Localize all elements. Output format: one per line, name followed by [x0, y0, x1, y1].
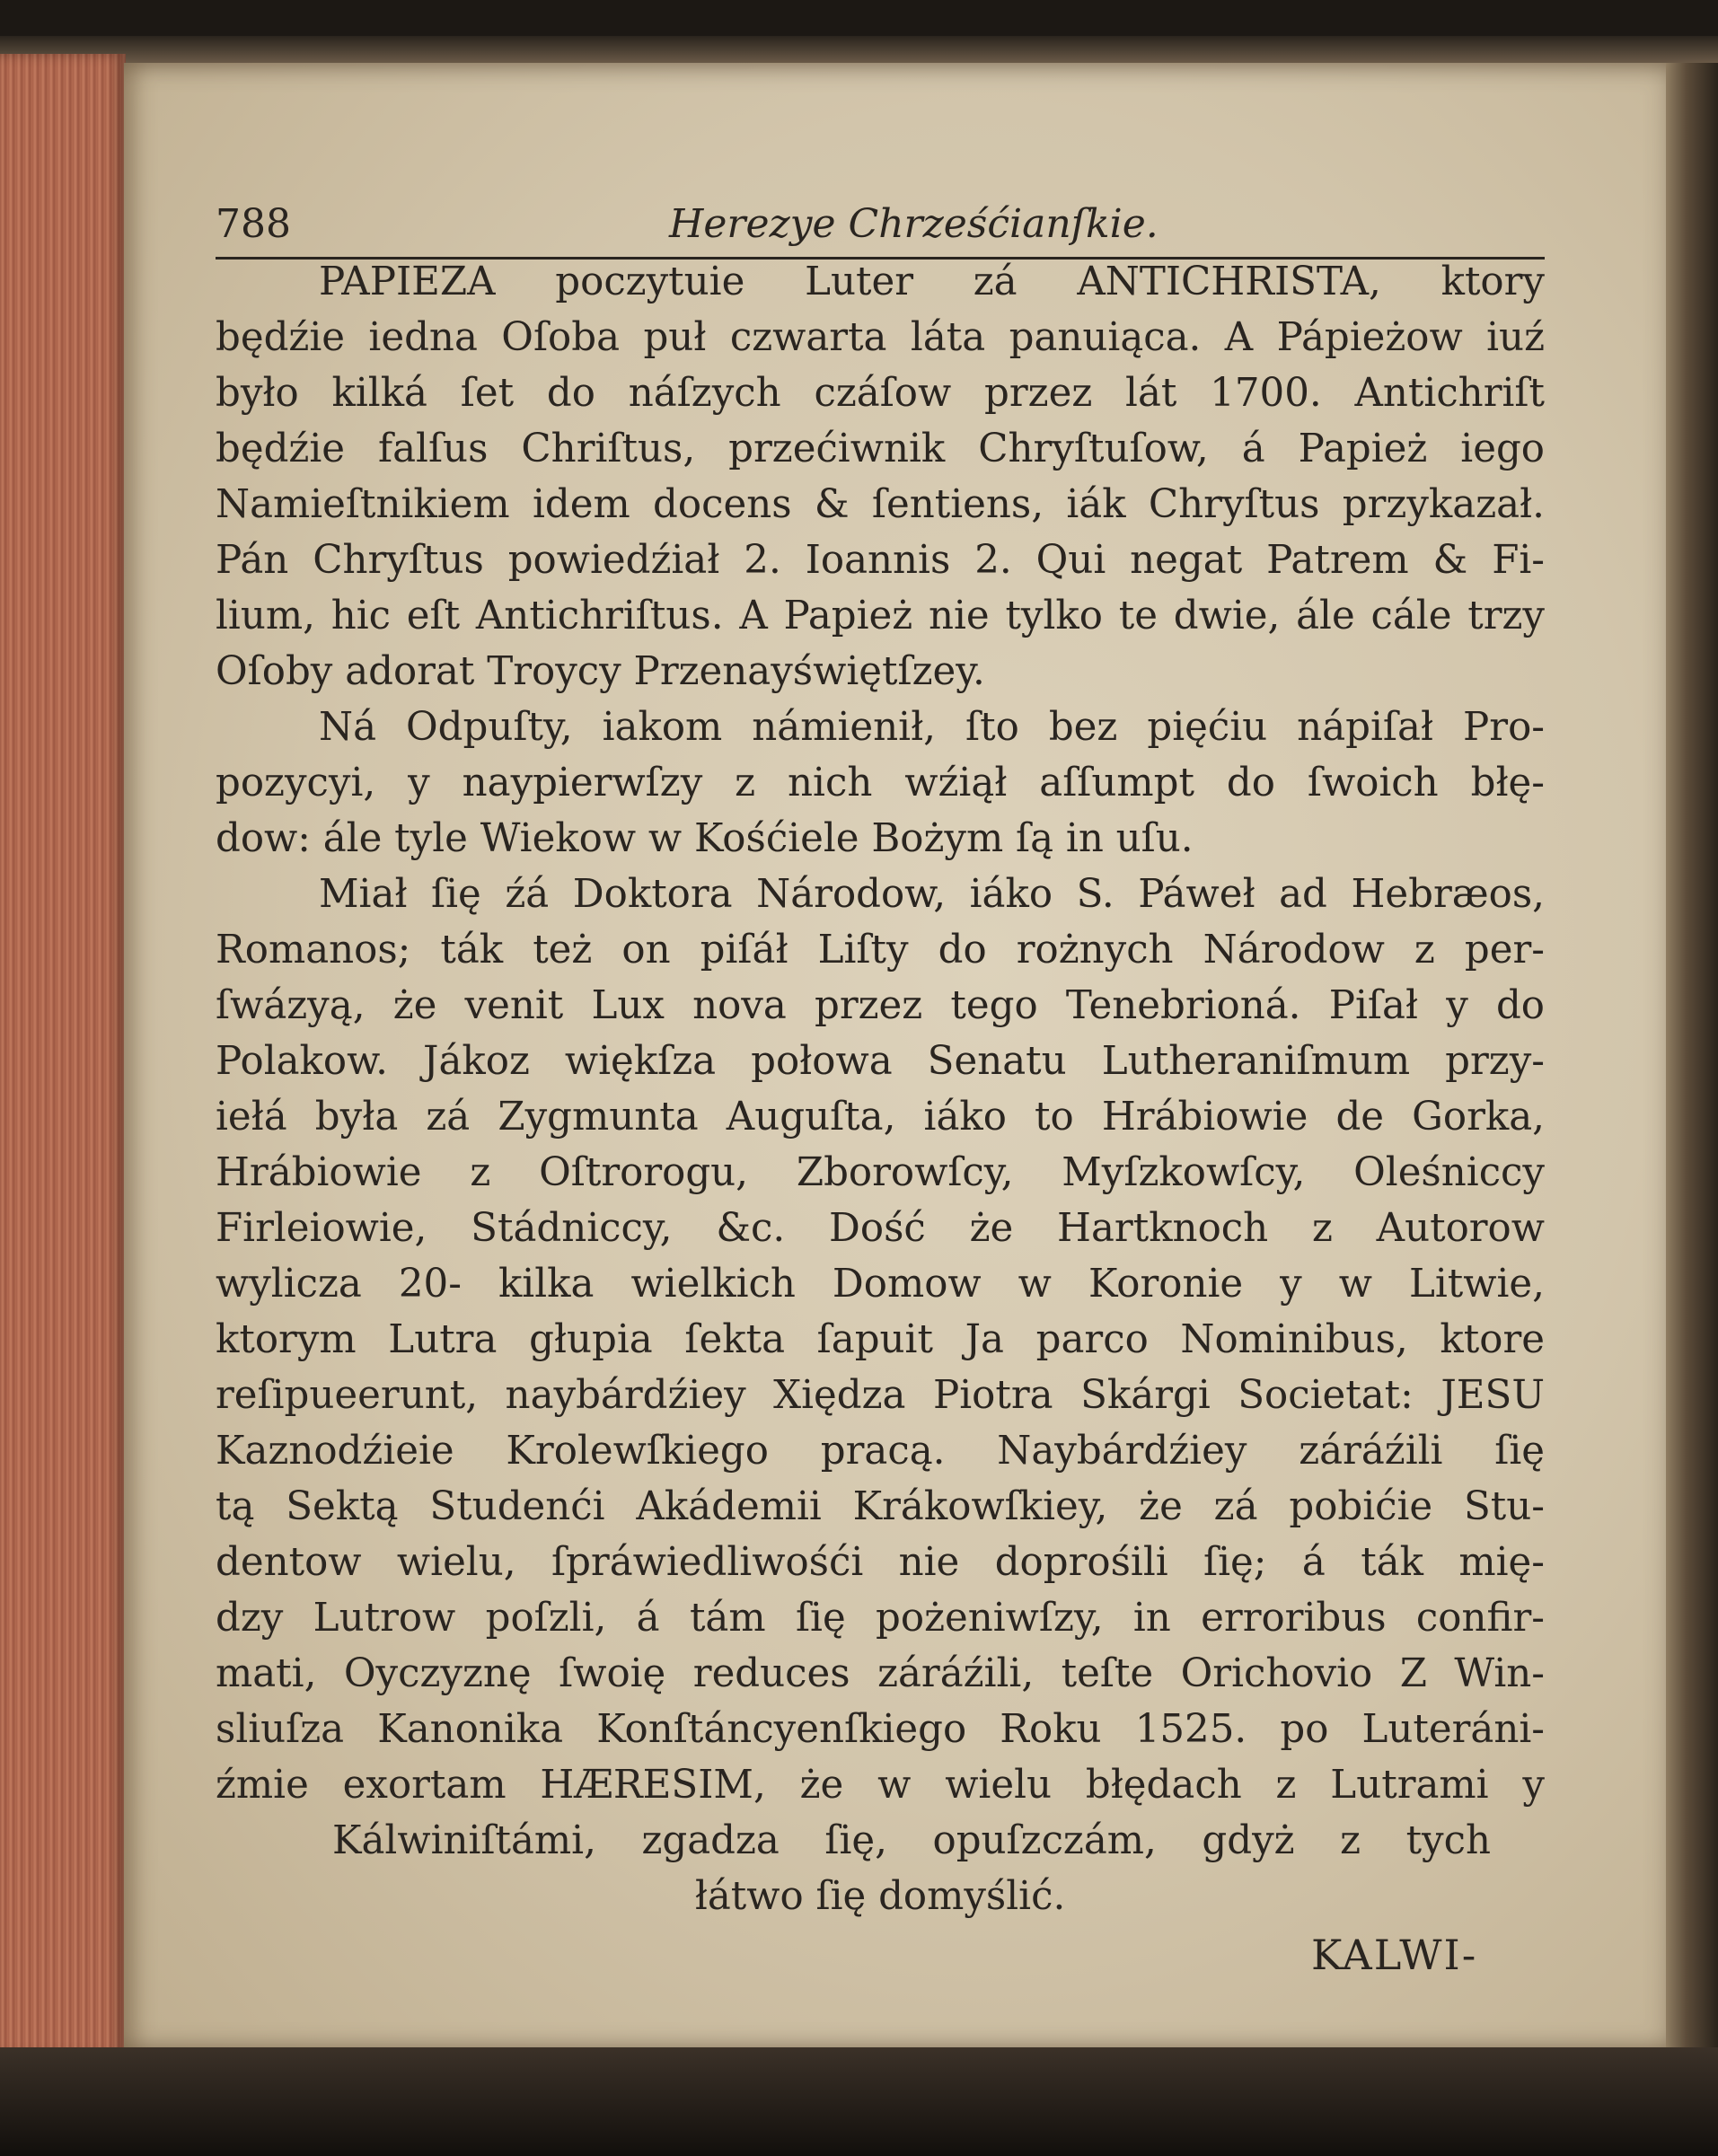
running-header — [216, 198, 1545, 260]
text-line: Oſoby adorat Troycy Przenayświętſzey. — [216, 649, 985, 694]
text-line: dow: ále tyle Wiekow w Kośćiele Bożym ſą in uſu. — [216, 816, 1194, 861]
text-line: Miał ſię źá Doktora Národow, iáko S. Páweł ad Hebræos, — [319, 872, 1545, 917]
text-line: lium, hic eſt Antichriſtus. A Papież nie tylko te dwie, ále cále trzy — [216, 594, 1545, 638]
running-title: Herezye Chrześćianſkie. — [669, 201, 1159, 247]
text-line: Hrábiowie z Oſtrorogu, Zborowſcy, Myſzkowſcy, Oleśniccy — [216, 1150, 1545, 1195]
text-line: Kaznodźieie Krolewſkiego pracą. Naybárdźiey záráźili ſię — [216, 1429, 1545, 1474]
text-line: pozycyi, y naypierwſzy z nich wźiął aſſumpt do ſwoich błę- — [216, 761, 1545, 805]
text-line: wylicza 20- kilka wielkich Domow w Koronie y w Litwie, — [216, 1262, 1545, 1307]
page-number: 788 — [216, 201, 291, 247]
text-line: tą Sektą Studenći Akádemii Krákowſkiey, że zá pobićie Stu- — [216, 1484, 1545, 1529]
text-line: dentow wielu, ſpráwiedliwośći nie doprośili ſię; á ták mię- — [216, 1540, 1545, 1585]
page-edges — [0, 54, 126, 2056]
catchword: KALWI- — [1311, 1931, 1478, 1979]
text-line: będźie iedna Oſoba puł czwarta láta panuiąca. A Pápieżow iuź — [216, 315, 1545, 360]
text-line: iełá była zá Zygmunta Auguſta, iáko to Hrábiowie de Gorka, — [216, 1095, 1545, 1140]
text-line: łátwo ſię domyślić. — [694, 1874, 1066, 1919]
text-line: Kálwiniſtámi, zgadza ſię, opuſzczám, gdyż z tych — [332, 1818, 1491, 1863]
page-text — [216, 198, 1545, 1924]
text-line: Firleiowie, Stádniccy, &c. Dość że Hartknoch z Autorow — [216, 1206, 1545, 1251]
text-line: Ná Odpuſty, iakom námienił, ſto bez pięćiu nápiſał Pro- — [319, 705, 1545, 750]
text-line: Pán Chryſtus powiedźiał 2. Ioannis 2. Qui negat Patrem & Fi- — [216, 538, 1545, 583]
text-line: ſwázyą, że venit Lux nova przez tego Tenebrioná. Piſał y do — [216, 983, 1545, 1028]
text-line: Namieſtnikiem idem docens & ſentiens, iák Chryſtus przykazał. — [216, 482, 1545, 527]
text-line: PAPIEZA poczytuie Luter zá ANTICHRISTA, ktory — [319, 260, 1545, 304]
text-line: mati, Oyczyznę ſwoię reduces záráźili, teſte Orichovio Z Win- — [216, 1651, 1545, 1696]
text-line: dzy Lutrow poſzli, á tám ſię pożeniwſzy, in erroribus confir- — [216, 1596, 1545, 1641]
text-line: reſipueerunt, naybárdźiey Xiędza Piotra Skárgi Societat: JESU — [216, 1373, 1545, 1418]
text-line: ktorym Lutra głupia ſekta ſapuit Ja parco Nominibus, ktore — [216, 1317, 1545, 1362]
book-bottom-edge — [0, 2047, 1718, 2156]
text-line: sliuſza Kanonika Konſtáncyenſkiego Roku 1525. po Luteráni- — [216, 1707, 1545, 1752]
book-gutter — [1666, 63, 1718, 2052]
text-line: będźie falſus Chriſtus, przećiwnik Chryſtuſow, á Papież iego — [216, 427, 1545, 471]
text-line: Romanos; ták też on piſáł Liſty do rożnych Národow z per- — [216, 928, 1545, 972]
text-line: źmie exortam HÆRESIM, że w wielu błędach z Lutrami y — [216, 1763, 1545, 1808]
text-line: było kilká ſet do náſzych czáſow przez lát 1700. Antichriſt — [216, 371, 1545, 416]
text-line: Polakow. Jákoz więkſza połowa Senatu Lutheraniſmum przy- — [216, 1039, 1545, 1084]
